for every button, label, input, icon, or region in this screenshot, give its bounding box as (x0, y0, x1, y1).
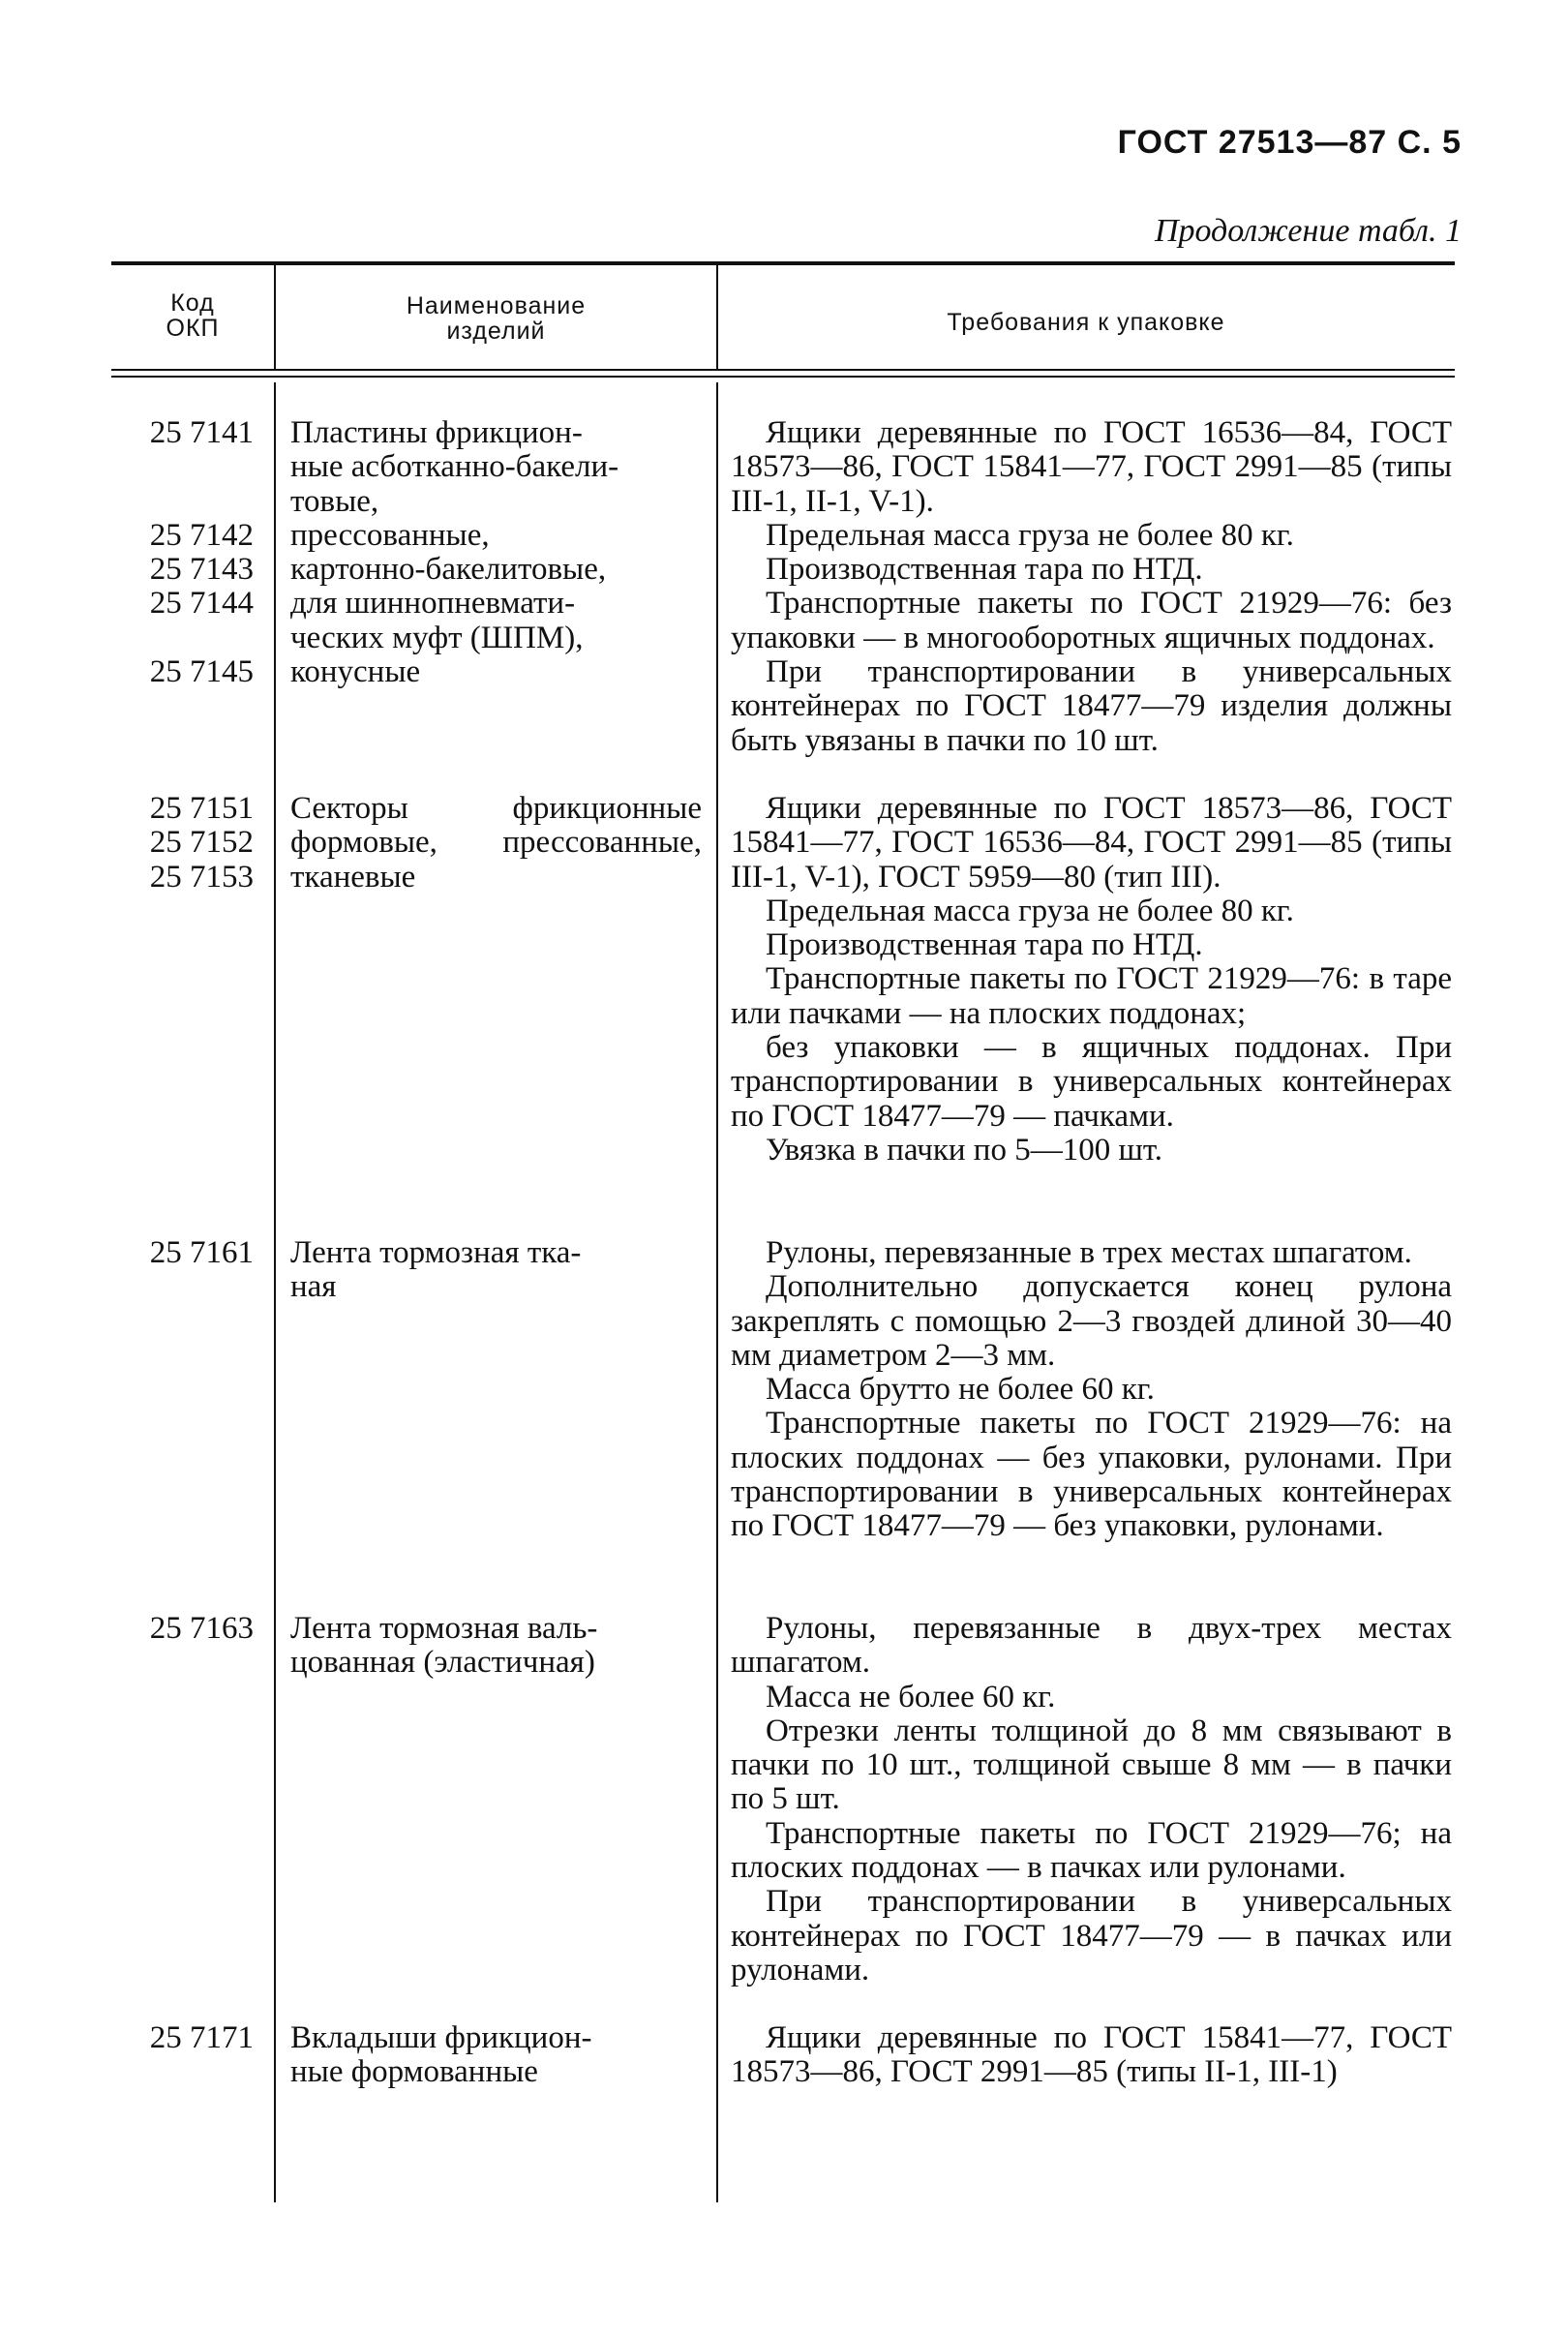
requirement-paragraph: Производственная тара по НТД. (766, 552, 1203, 588)
row-codes (97, 1612, 254, 1646)
packaging-requirements (731, 1236, 1452, 1544)
okp-code: 25 7145 (149, 654, 254, 690)
row-codes (97, 2021, 254, 2055)
product-name: Пластины фрикцион- ные асботканно-бакели- товые, прессованные, картонно-бакелитовые, для шиннопневмати- ческих муфт (ШПМ), конусные (290, 415, 619, 690)
table-top-rule (111, 261, 1455, 265)
column-header-code: Код ОКП (166, 289, 220, 342)
requirement-paragraph: Дополнительно допускается конец рулона закреплять с помощью 2—3 гвоздей длиной 30—40 мм диаметром 2—3 мм. (731, 1269, 1452, 1373)
row-codes (97, 792, 254, 895)
column-divider-2-body (716, 382, 718, 2202)
requirement-paragraph: Транспортные пакеты по ГОСТ 21929—76; на плоских поддонах — в пачках или рулонами. (731, 1815, 1452, 1886)
requirement-paragraph: Ящики деревянные по ГОСТ 18573—86, ГОСТ 15841—77, ГОСТ 16536—84, ГОСТ 2991—85 (типы III-1, V-1), ГОСТ 5959—80 (тип III). (731, 791, 1452, 895)
requirement-paragraph: Увязка в пачки по 5—100 шт. (766, 1132, 1163, 1168)
okp-code: 25 7161 (149, 1235, 254, 1270)
okp-code: 25 7152 (149, 825, 254, 861)
okp-code: 25 7143 (149, 552, 254, 588)
requirement-paragraph: Производственная тара по НТД. (766, 927, 1203, 963)
header-bottom-rule (111, 369, 1455, 371)
okp-code: 25 7153 (149, 859, 254, 895)
requirement-paragraph: Предельная масса груза не более 80 кг. (766, 893, 1294, 928)
requirement-paragraph: При транспортировании в универсальных контейнерах по ГОСТ 18477—79 изделия должны быть увязаны в пачки по 10 шт. (731, 654, 1452, 758)
requirement-paragraph: Масса брутто не более 60 кг. (766, 1372, 1155, 1408)
row-codes (97, 1236, 254, 1270)
requirement-paragraph: Транспортные пакеты по ГОСТ 21929—76: в таре или пачками — на плоских поддонах; (731, 961, 1452, 1031)
requirement-paragraph: без упаковки — в ящичных поддонах. При транспортировании в универсальных контейнерах по ГОСТ 18477—79 — пачками. (731, 1030, 1452, 1134)
okp-code (97, 450, 254, 484)
header-bottom-rule-2 (111, 376, 1455, 378)
requirement-paragraph: Отрезки ленты толщиной до 8 мм связывают в пачки по 10 шт., толщиной свыше 8 мм — в пачки по 5 шт. (731, 1713, 1452, 1817)
requirement-paragraph: Ящики деревянные по ГОСТ 15841—77, ГОСТ 18573—86, ГОСТ 2991—85 (типы II-1, III-1) (731, 2020, 1452, 2090)
requirement-paragraph: Транспортные пакеты по ГОСТ 21929—76: на плоских поддонах — без упаковки, рулонами. При транспортировании в универсальных контейнерах по ГОСТ 18477—79 — без упаковки, рулонами. (731, 1406, 1452, 1544)
row-codes (97, 416, 254, 689)
okp-code (97, 485, 254, 519)
requirement-paragraph: Рулоны, перевязанные в трех местах шпагатом. (766, 1235, 1412, 1270)
okp-code: 25 7142 (149, 517, 254, 553)
okp-code: 25 7151 (149, 791, 254, 826)
product-name: Вкладыши фрикцион- ные формованные (290, 2020, 592, 2090)
column-header-requirements: Требования к упаковке (947, 309, 1225, 336)
product-name: Секторы фрикционные формовые, прессованные, тканевые (290, 791, 702, 895)
okp-code: 25 7171 (149, 2020, 254, 2055)
okp-code (97, 622, 254, 655)
okp-code: 25 7144 (149, 586, 254, 622)
requirement-paragraph: Ящики деревянные по ГОСТ 16536—84, ГОСТ 18573—86, ГОСТ 15841—77, ГОСТ 2991—85 (типы III-1, II-1, V-1). (731, 415, 1452, 519)
page-header: ГОСТ 27513—87 С. 5 (1117, 124, 1462, 161)
column-header-name: Наименование изделий (406, 292, 587, 345)
okp-code: 25 7141 (149, 415, 254, 450)
product-name: Лента тормозная валь- цованная (эластичная) (290, 1611, 598, 1681)
packaging-requirements (731, 1612, 1452, 1987)
column-divider-1-body (274, 382, 276, 2202)
requirement-paragraph: При транспортировании в универсальных контейнерах по ГОСТ 18477—79 — в пачках или рулонами. (731, 1884, 1452, 1987)
packaging-requirements (731, 2021, 1452, 2090)
requirement-paragraph: Предельная масса груза не более 80 кг. (766, 517, 1294, 553)
product-name: Лента тормозная тка- ная (290, 1235, 582, 1305)
requirement-paragraph: Масса не более 60 кг. (766, 1679, 1056, 1714)
okp-code: 25 7163 (149, 1611, 254, 1646)
requirement-paragraph: Рулоны, перевязанные в двух-трех местах шпагатом. (731, 1611, 1452, 1681)
table-continuation-label: Продолжение табл. 1 (1154, 213, 1462, 249)
packaging-requirements (731, 792, 1452, 1168)
packaging-requirements (731, 416, 1452, 758)
requirement-paragraph: Транспортные пакеты по ГОСТ 21929—76: без упаковки — в многооборотных ящичных поддонах. (731, 586, 1452, 655)
